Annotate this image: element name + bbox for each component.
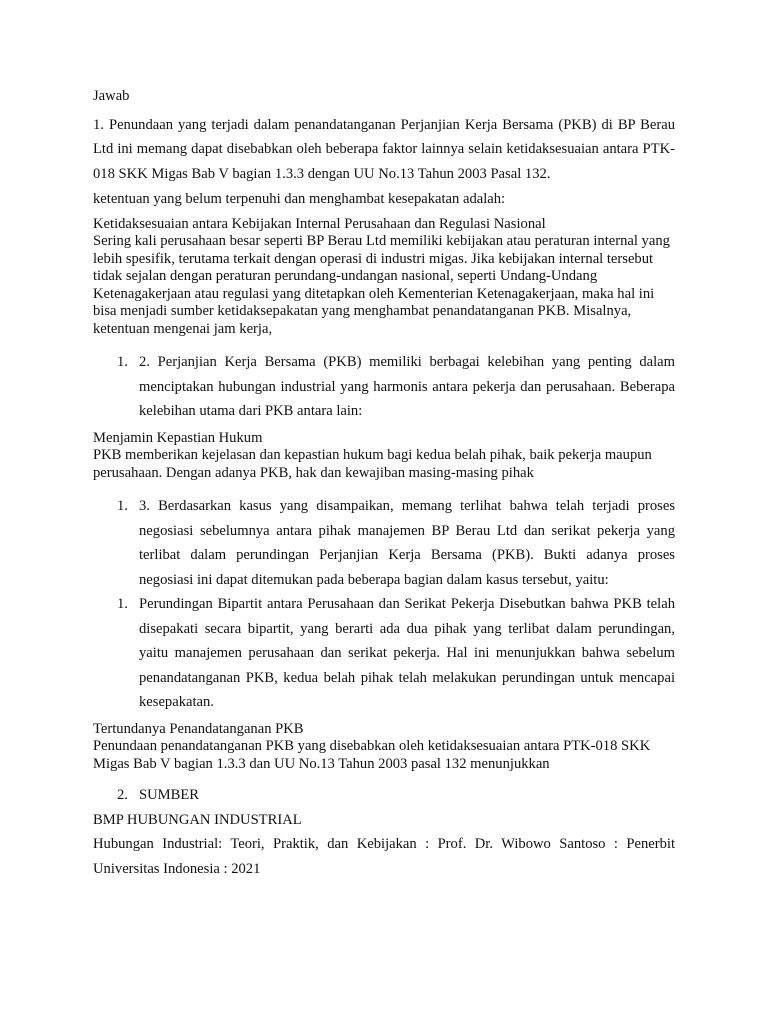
subheading-ketidaksesuaian: Ketidaksesuaian antara Kebijakan Internal Perusahaan dan Regulasi Nasional (93, 215, 546, 232)
paragraph-kebijakan-internal: Sering kali perusahaan besar seperti BP Berau Ltd memiliki kebijakan atau peraturan internal yang lebih spesifik, terutama terkait dengan operasi di industri migas. Jika kebijakan internal tersebut tidak sejalan dengan peraturan perundang-undangan nasional, seperti Undang-Undang Ketenagakerjaan atau regulasi yang ditetapkan oleh Kementerian Ketenagakerjaan, maka hal ini bisa menjadi sumber ketidaksepakatan yang menghambat penandatanganan PKB. Misalnya, ketentuan mengenai jam kerja, (93, 233, 670, 337)
list-number: 1. (117, 596, 128, 612)
subheading-tertundanya: Tertundanya Penandatanganan PKB (93, 720, 304, 737)
list-number: 1. (117, 498, 128, 514)
list-item (93, 494, 675, 592)
list-item (93, 783, 675, 808)
list-text: Perundingan Bipartit antara Perusahaan dan Serikat Pekerja Disebutkan bahwa PKB telah disepakati secara bipartit, yang berarti ada dua pihak yang terlibat dalam perundingan, yaitu manajemen perusahaan dan serikat pekerja. Hal ini menunjukkan bahwa sebelum penandatanganan PKB, kedua belah pihak telah melakukan perundingan untuk mencapai kesepakatan. (139, 596, 675, 710)
answer-paragraph-2: ketentuan yang belum terpenuhi dan menghambat kesepakatan adalah: (93, 191, 506, 207)
list-number: 2. (117, 787, 128, 803)
list-item (93, 592, 675, 715)
source-title: BMP HUBUNGAN INDUSTRIAL (93, 811, 302, 828)
list-text: SUMBER (139, 787, 200, 803)
list-text: 2. Perjanjian Kerja Bersama (PKB) memiliki berbagai kelebihan yang penting dalam menciptakan hubungan industrial yang harmonis antara pekerja dan perusahaan. Beberapa kelebihan utama dari PKB antara lain: (139, 354, 675, 419)
list-text: 3. Berdasarkan kasus yang disampaikan, memang terlihat bahwa telah terjadi proses negosiasi sebelumnya antara pihak manajemen BP Berau Ltd dan serikat pekerja yang terlibat dalam perundingan Perjanjian Kerja Bersama (PKB). Bukti adanya proses negosiasi ini dapat ditemukan pada beberapa bagian dalam kasus tersebut, yaitu: (139, 498, 675, 588)
paragraph-kepastian-hukum: PKB memberikan kejelasan dan kepastian hukum bagi kedua belah pihak, baik pekerja maupun perusahaan. Dengan adanya PKB, hak dan kewajiban masing-masing pihak (93, 447, 652, 481)
heading-jawab: Jawab (93, 88, 130, 104)
document-body (93, 84, 675, 881)
list-item (93, 350, 675, 424)
paragraph-penundaan: Penundaan penandatanganan PKB yang disebabkan oleh ketidaksesuaian antara PTK-018 SKK Migas Bab V bagian 1.3.3 dan UU No.13 Tahun 2003 pasal 132 menunjukkan (93, 738, 651, 772)
subheading-kepastian-hukum: Menjamin Kepastian Hukum (93, 429, 263, 446)
source-reference: Hubungan Industrial: Teori, Praktik, dan Kebijakan : Prof. Dr. Wibowo Santoso : Penerbit Universitas Indonesia : 2021 (93, 836, 675, 877)
answer-paragraph-1: 1. Penundaan yang terjadi dalam penandatanganan Perjanjian Kerja Bersama (PKB) di BP Berau Ltd ini memang dapat disebabkan oleh beberapa faktor lainnya selain ketidaksesuaian antara PTK-018 SKK Migas Bab V bagian 1.3.3 dengan UU No.13 Tahun 2003 Pasal 132. (93, 116, 675, 182)
list-number: 1. (117, 354, 128, 370)
